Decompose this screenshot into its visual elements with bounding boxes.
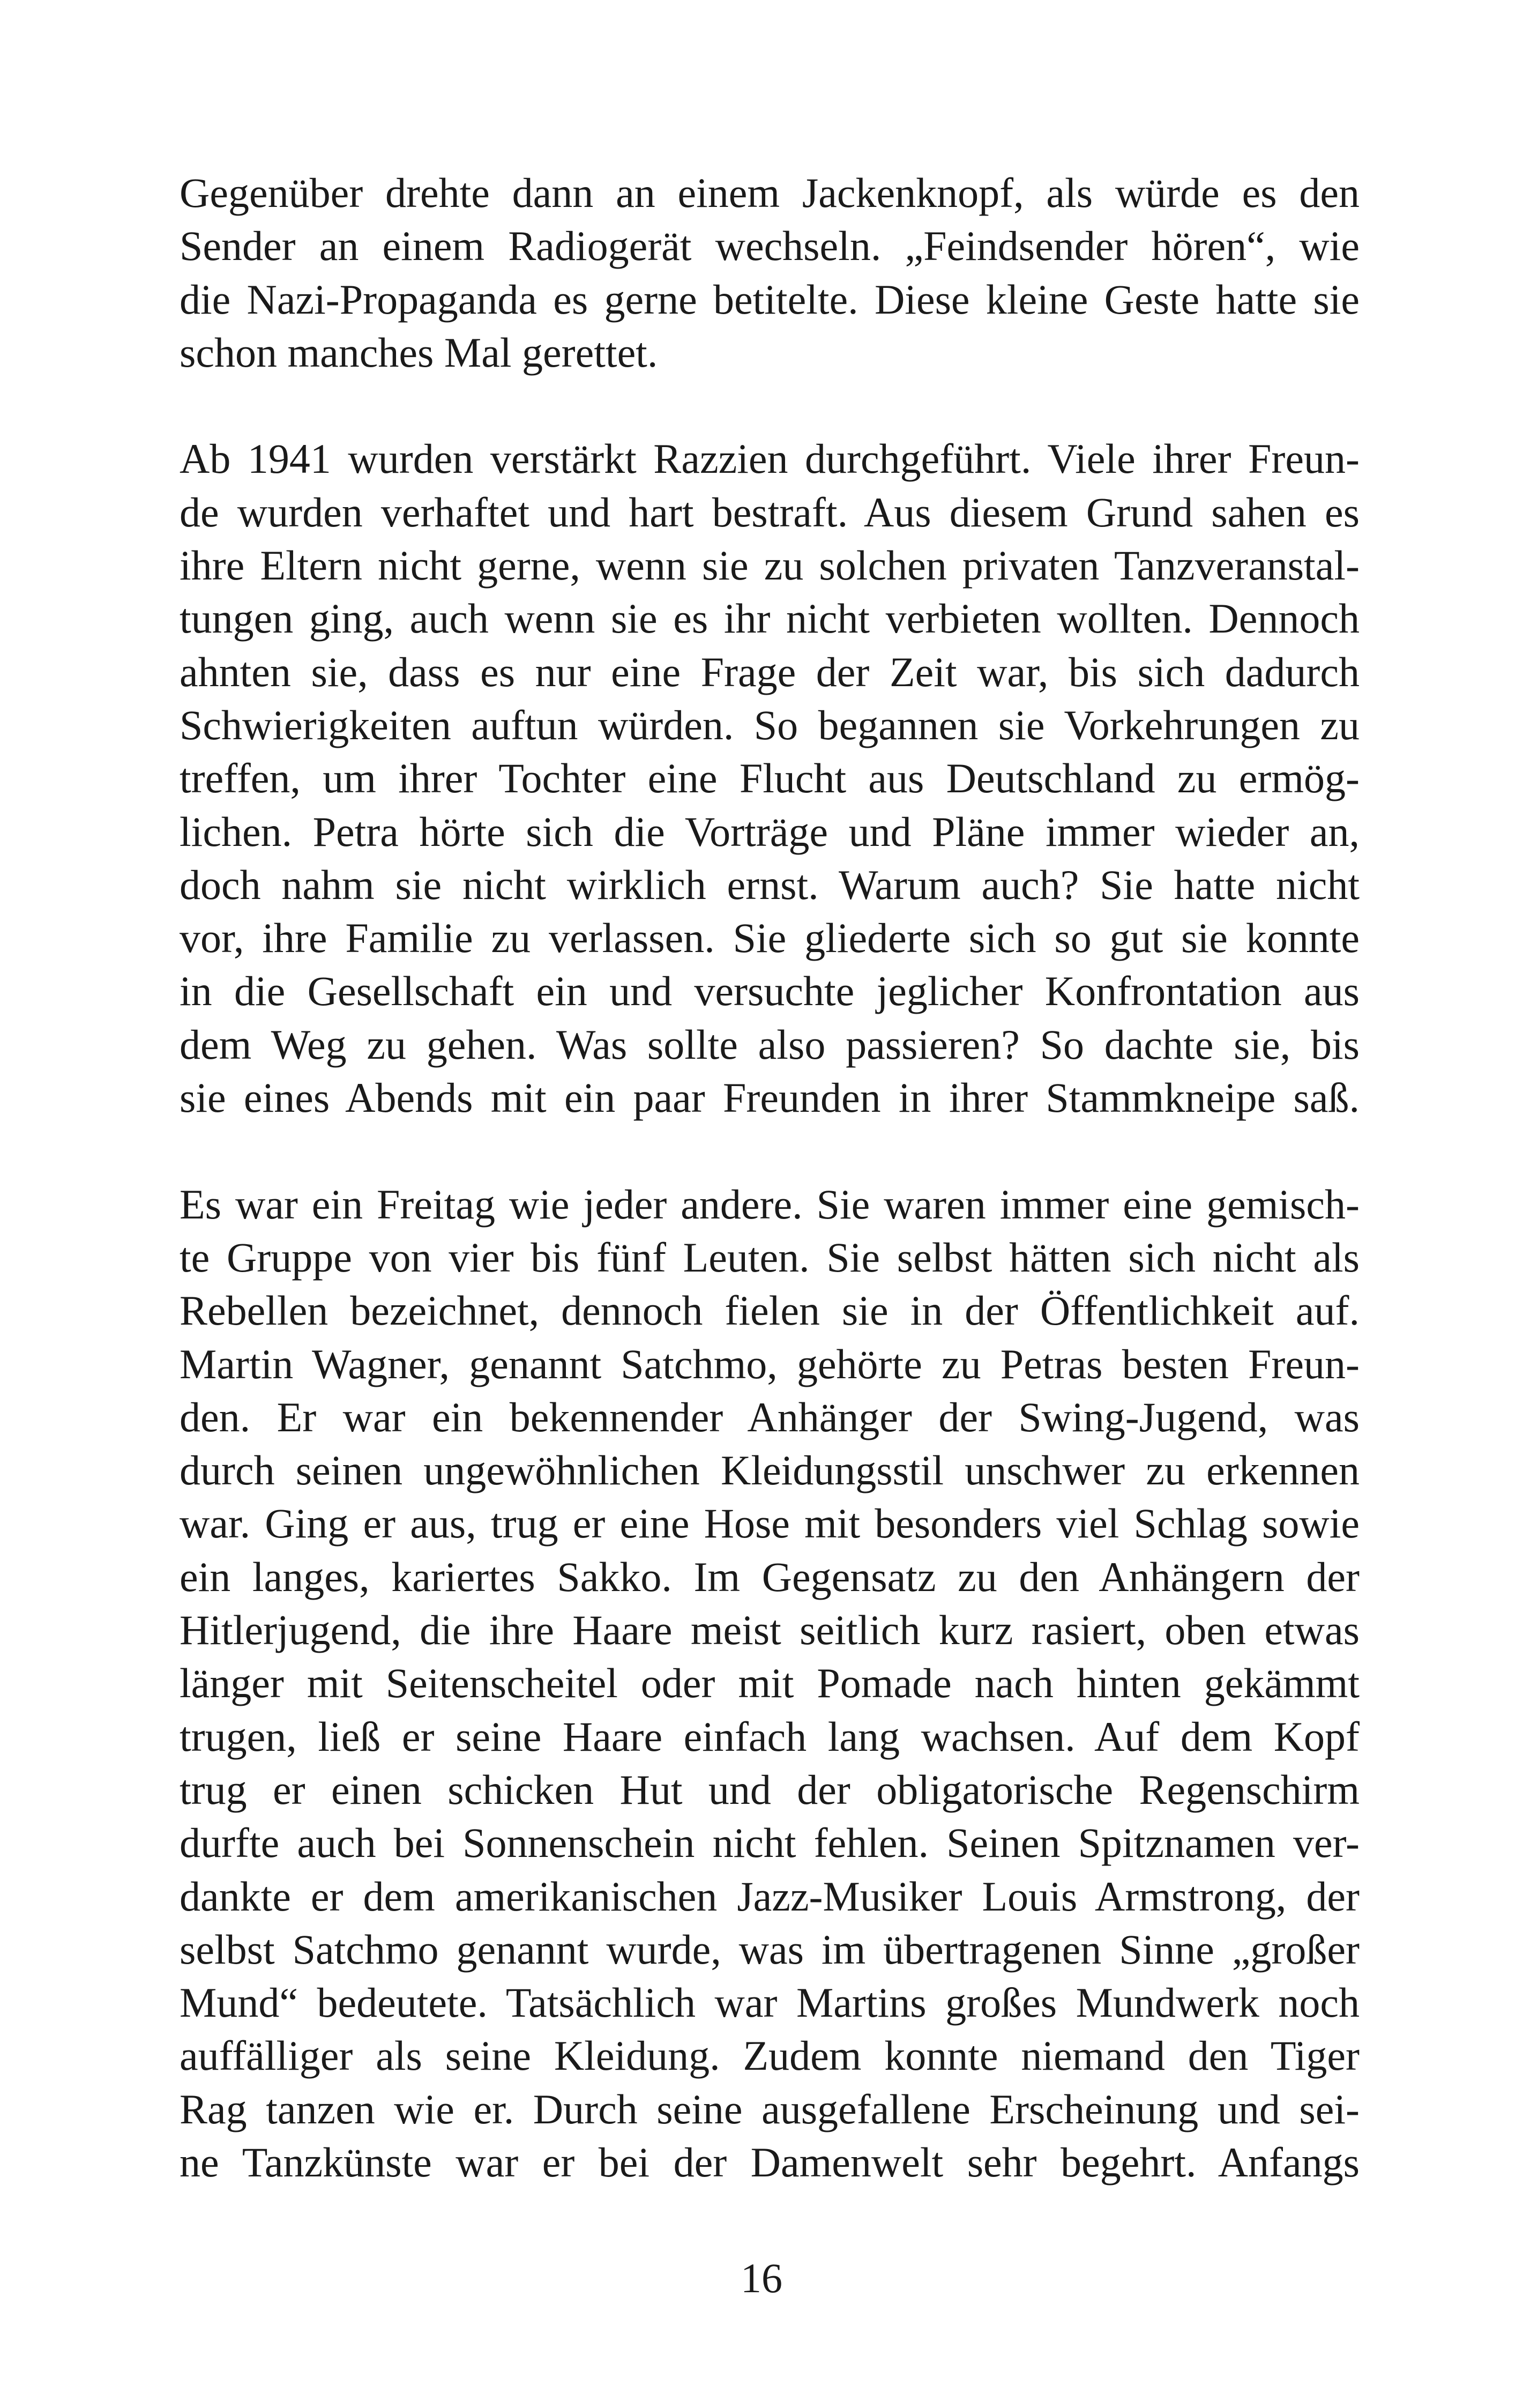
paragraph-spacer bbox=[180, 379, 1360, 432]
text-line: Hitlerjugend, die ihre Haare meist seitlich kurz rasiert, oben etwas bbox=[180, 1607, 1360, 1654]
text-line: durch seinen ungewöhnlichen Kleidungsstil unschwer zu erkennen bbox=[180, 1447, 1360, 1494]
text-line: trug er einen schicken Hut und der obligatorische Regenschirm bbox=[180, 1766, 1360, 1813]
text-line: treffen, um ihrer Tochter eine Flucht aus Deutschland zu ermög- bbox=[180, 755, 1360, 802]
paragraph-spacer bbox=[180, 1124, 1360, 1177]
text-line: durfte auch bei Sonnenschein nicht fehlen. Seinen Spitznamen ver- bbox=[180, 1819, 1360, 1867]
text-line: ein langes, kariertes Sakko. Im Gegensatz zu den Anhängern der bbox=[180, 1553, 1360, 1600]
paragraph bbox=[180, 166, 1360, 379]
text-line: ahnten sie, dass es nur eine Frage der Zeit war, bis sich dadurch bbox=[180, 648, 1360, 695]
paragraph bbox=[180, 432, 1360, 1124]
text-line: te Gruppe von vier bis fünf Leuten. Sie selbst hätten sich nicht als bbox=[180, 1233, 1360, 1281]
text-line: tungen ging, auch wenn sie es ihr nicht verbieten wollten. Dennoch bbox=[180, 595, 1360, 642]
text-line: auffälliger als seine Kleidung. Zudem konnte niemand den Tiger bbox=[180, 2032, 1360, 2079]
text-line: Gegenüber drehte dann an einem Jackenknopf, als würde es den bbox=[180, 169, 1360, 216]
text-line: lichen. Petra hörte sich die Vorträge und Pläne immer wieder an, bbox=[180, 808, 1360, 855]
text-line: länger mit Seitenscheitel oder mit Pomade nach hinten gekämmt bbox=[180, 1660, 1360, 1707]
text-line: Schwierigkeiten auftun würden. So begannen sie Vorkehrungen zu bbox=[180, 701, 1360, 748]
text-line: Mund“ bedeutete. Tatsächlich war Martins großes Mundwerk noch bbox=[180, 1979, 1360, 2026]
text-line: vor, ihre Familie zu verlassen. Sie gliederte sich so gut sie konnte bbox=[180, 915, 1360, 962]
text-line: in die Gesellschaft ein und versuchte jeglicher Konfrontation aus bbox=[180, 968, 1360, 1015]
text-line: Ab 1941 wurden verstärkt Razzien durchgeführt. Viele ihrer Freun- bbox=[180, 435, 1360, 482]
body-text bbox=[180, 166, 1360, 2189]
paragraph bbox=[180, 1178, 1360, 2189]
text-line: de wurden verhaftet und hart bestraft. Aus diesem Grund sahen es bbox=[180, 488, 1360, 536]
text-line: Es war ein Freitag wie jeder andere. Sie waren immer eine gemisch- bbox=[180, 1180, 1360, 1228]
text-line: Rag tanzen wie er. Durch seine ausgefallene Erscheinung und sei- bbox=[180, 2085, 1360, 2132]
text-line: dankte er dem amerikanischen Jazz-Musiker Louis Armstrong, der bbox=[180, 1872, 1360, 1920]
page-number: 16 bbox=[741, 2255, 782, 2301]
text-line: die Nazi-Propaganda es gerne betitelte. Diese kleine Geste hatte sie bbox=[180, 276, 1360, 323]
text-line: Rebellen bezeichnet, dennoch fielen sie in der Öffentlichkeit auf. bbox=[180, 1287, 1360, 1334]
text-line: doch nahm sie nicht wirklich ernst. Warum auch? Sie hatte nicht bbox=[180, 861, 1360, 908]
text-line: dem Weg zu gehen. Was sollte also passieren? So dachte sie, bis bbox=[180, 1021, 1360, 1068]
text-line: ne Tanzkünste war er bei der Damenwelt sehr begehrt. Anfangs bbox=[180, 2138, 1360, 2186]
text-line: Sender an einem Radiogerät wechseln. „Feindsender hören“, wie bbox=[180, 222, 1360, 270]
text-line: sie eines Abends mit ein paar Freunden in ihrer Stammkneipe saß. bbox=[180, 1074, 1360, 1121]
text-line: Martin Wagner, genannt Satchmo, gehörte zu Petras besten Freun- bbox=[180, 1340, 1360, 1387]
text-line: selbst Satchmo genannt wurde, was im übertragenen Sinne „großer bbox=[180, 1926, 1360, 1973]
text-line: ihre Eltern nicht gerne, wenn sie zu solchen privaten Tanzveranstal- bbox=[180, 542, 1360, 589]
text-line: trugen, ließ er seine Haare einfach lang wachsen. Auf dem Kopf bbox=[180, 1713, 1360, 1760]
text-line: schon manches Mal gerettet. bbox=[180, 329, 658, 376]
text-line: war. Ging er aus, trug er eine Hose mit besonders viel Schlag sowie bbox=[180, 1500, 1360, 1547]
text-line: den. Er war ein bekennender Anhänger der Swing-Jugend, was bbox=[180, 1393, 1360, 1440]
